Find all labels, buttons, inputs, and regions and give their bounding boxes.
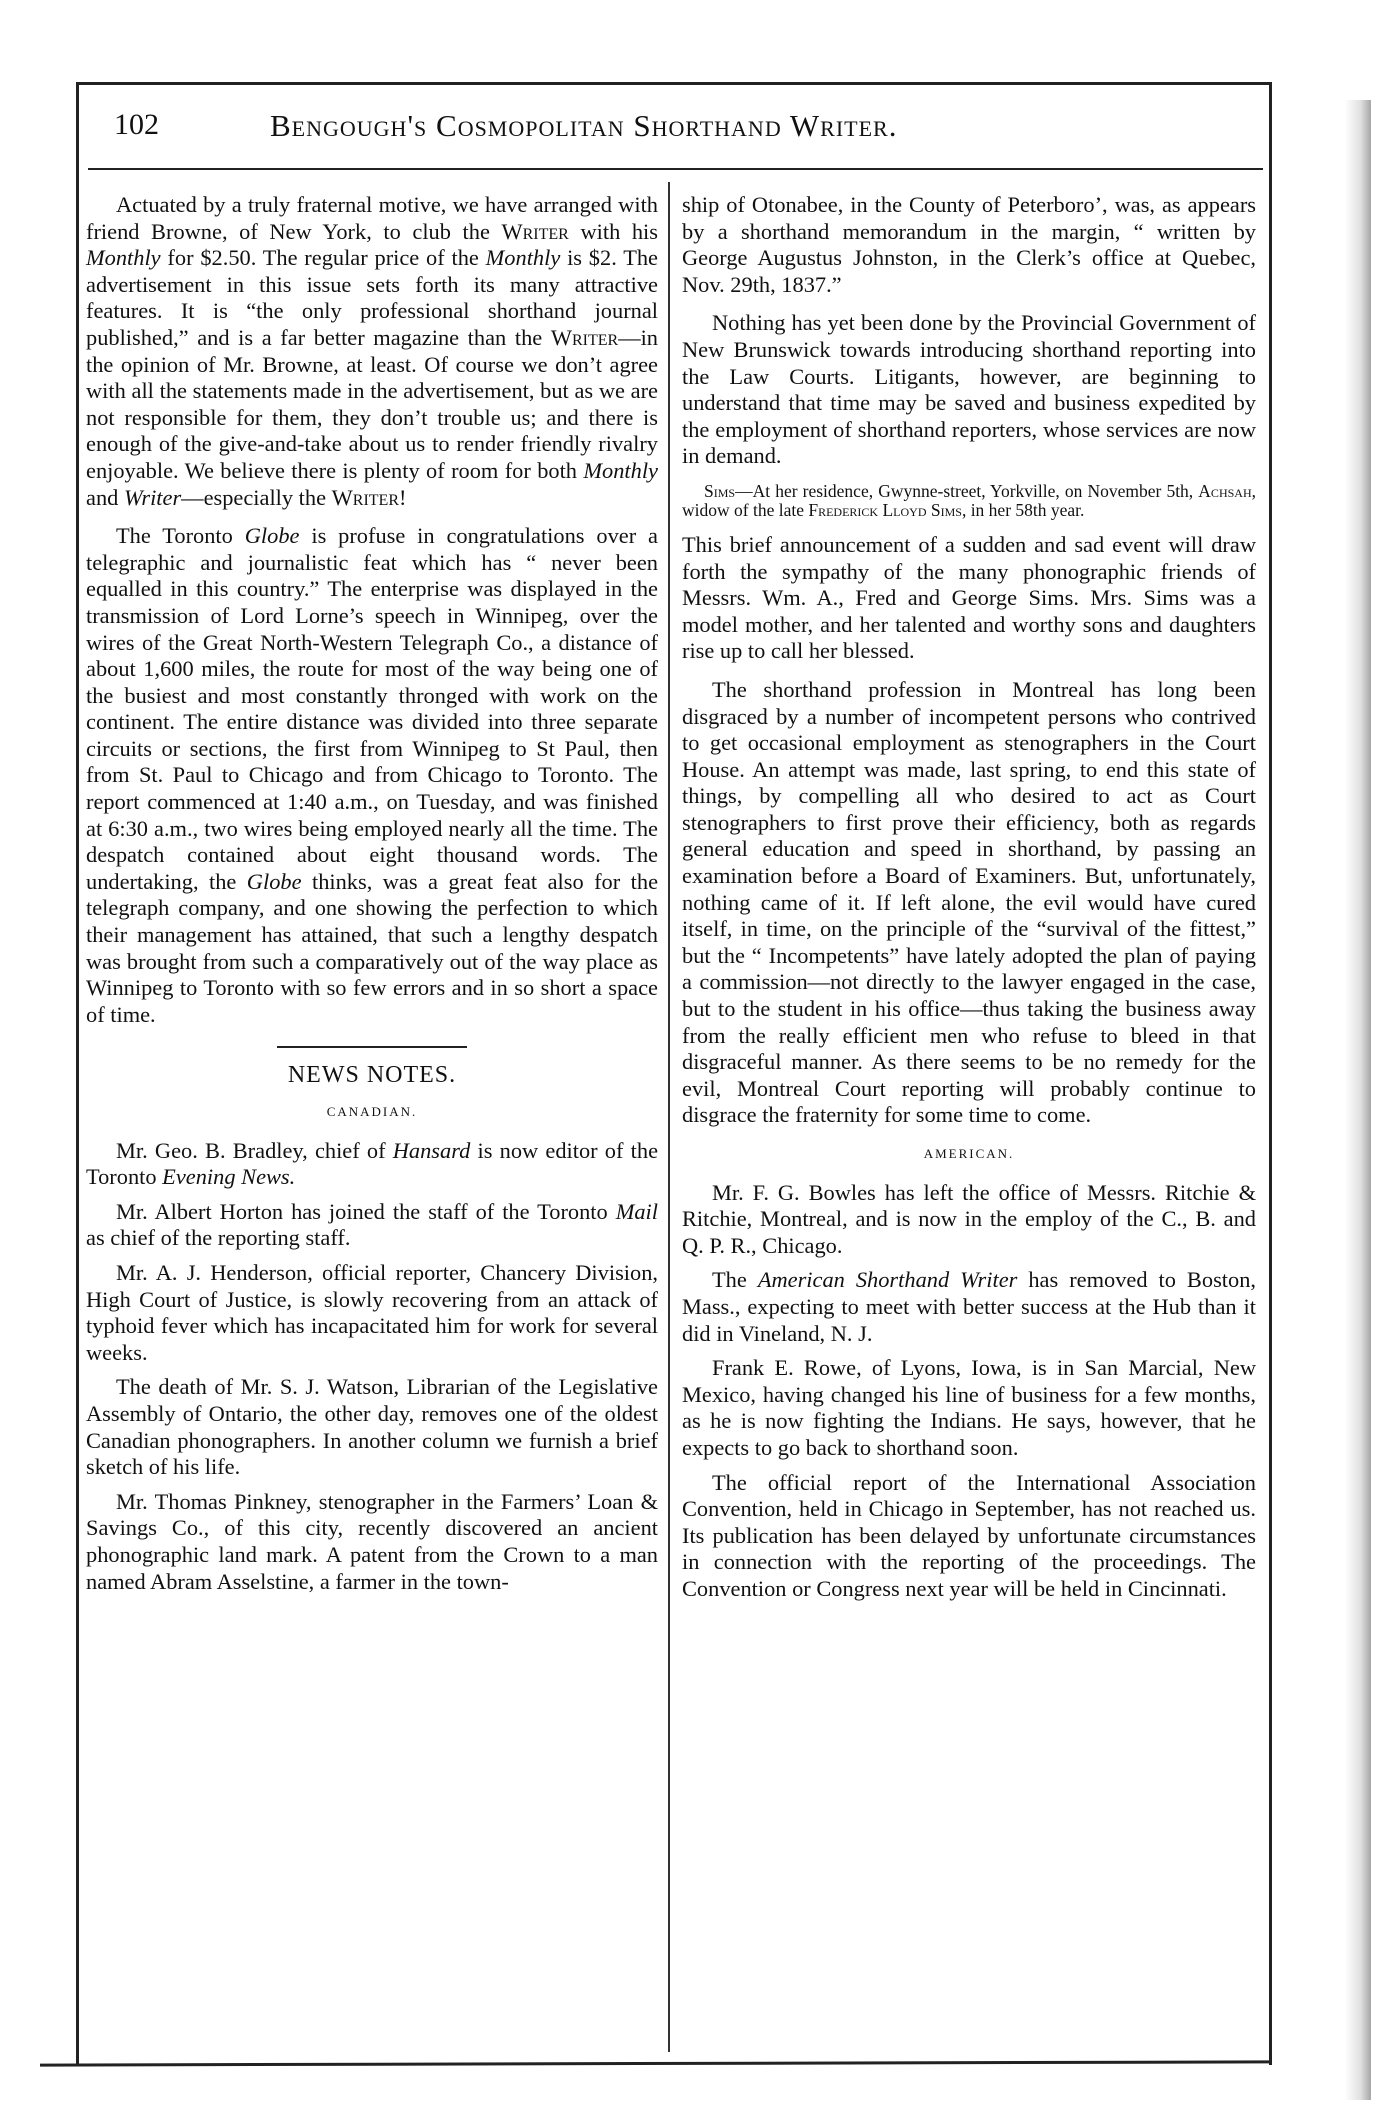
news-notes-heading: NEWS NOTES.	[287, 1062, 457, 1089]
canadian-subheading: CANADIAN.	[326, 1104, 418, 1119]
paragraph-sims-sympathy: This brief announcement of a sudden and sad event will draw forth the sympathy of the many phonographic friends of Messrs. Wm. A., Fred and George Sims. Mrs. Sims was a model mother, and her talented and worthy sons and daughters rise up to call her blessed.	[682, 531, 1256, 664]
paragraph-american-writer: The American Shorthand Writer has removed to Boston, Mass., expecting to meet with better success at the Hub than it did in Vineland, N. J.	[682, 1267, 1256, 1346]
paragraph-watson: The death of Mr. S. J. Watson, Librarian of the Legislative Assembly of Ontario, the other day, removes one of the oldest Canadian phonographers. In another column we furnish a brief sketch of his life.	[86, 1374, 658, 1480]
paragraph-rowe: Frank E. Rowe, of Lyons, Iowa, is in San Marcial, New Mexico, having changed his line of business for a few months, as he is now fighting the Indians. He says, however, that he expects to go back to shorthand soon.	[682, 1355, 1256, 1460]
paragraph-otonabee: ship of Otonabee, in the County of Peterboro’, was, as appears by a shorthand memorandum in the margin, “ written by George Augustus Johnston, in the Clerk’s office at Quebec, Nov. 29th, 1837.”	[682, 192, 1256, 297]
page-number: 102	[114, 108, 159, 141]
paragraph-new-brunswick: Nothing has yet been done by the Provincial Government of New Brunswick towards introducing shorthand reporting into the Law Courts. Litigants, however, are beginning to understand that time may be saved and business expedited by the employment of shorthand reporters, whose services are now in demand.	[682, 310, 1256, 469]
left-column	[86, 192, 658, 1603]
page-header	[100, 104, 1250, 160]
death-notice: Sims—At her residence, Gwynne-street, Yorkville, on November 5th, Achsah, widow of the late Frederick Lloyd Sims, in her 58th year.	[682, 480, 1256, 520]
paragraph-pinkney: Mr. Thomas Pinkney, stenographer in the Farmers’ Loan & Savings Co., of this city, recently discovered an ancient phonographic land mark. A patent from the Crown to a man named Abram Asselstine, a farmer in the town-	[86, 1488, 658, 1594]
running-title: Bengough's Cosmopolitan Shorthand Writer.	[270, 108, 898, 143]
paragraph-horton: Mr. Albert Horton has joined the staff of the Toronto Mail as chief of the reporting staff.	[86, 1198, 658, 1251]
section-divider	[277, 1046, 467, 1048]
paragraph-convention-report: The official report of the International Association Convention, held in Chicago in September, has not reached us. Its publication has been delayed by unfortunate circumstances in connection with the reporting of the proceedings. The Convention or Congress next year will be held in Cincinnati.	[682, 1469, 1256, 1601]
paragraph-montreal: The shorthand profession in Montreal has long been disgraced by a number of incompetent persons who contrived to get occasional employment as stenographers in the Court House. An attempt was made, last spring, to end this state of things, by compelling all who desired to act as Court stenographers to first prove their efficiency, both as regards general education and speed in shorthand, by passing an examination before a Board of Examiners. But, unfortunately, nothing came of it. If left alone, the evil would have cured itself, in time, on the principle of the “survival of the fittest,” but the “ Incompetents” have lately adopted the plan of paying a commission—not directly to the lawyer engaged in the case, but to the student in his office—thus taking the business away from the really efficient men who refuse to bleed in that disgraceful manner. As there seems to be no remedy for the evil, Montreal Court reporting will probably continue to disgrace the fraternity for some time to come.	[682, 676, 1256, 1128]
right-column	[682, 192, 1256, 1611]
paragraph-bowles: Mr. F. G. Bowles has left the office of Messrs. Ritchie & Ritchie, Montreal, and is now in the employ of the C., B. and Q. P. R., Chicago.	[682, 1179, 1256, 1258]
paragraph-club-offer: Actuated by a truly fraternal motive, we have arranged with friend Browne, of New York, to club the Writer with his Monthly for $2.50. The regular price of the Monthly is $2. The advertisement in this issue sets forth its many attractive features. It is “the only professional shorthand journal published,” and is a far better magazine than the Writer—in the opinion of Mr. Browne, at least. Of course we don’t agree with all the statements made in the advertisement, but as we are not responsible for them, they don’t trouble us; and there is enough of the give-and-take about us to render friendly rivalry enjoyable. We believe there is plenty of room for both Monthly and Writer—especially the Writer!	[86, 192, 658, 510]
american-subheading: AMERICAN.	[923, 1146, 1015, 1161]
paragraph-bradley: Mr. Geo. B. Bradley, chief of Hansard is now editor of the Toronto Evening News.	[86, 1137, 659, 1190]
header-rule	[88, 168, 1263, 170]
paragraph-henderson: Mr. A. J. Henderson, official reporter, Chancery Division, High Court of Justice, is slowly recovering from an attack of typhoid fever which has incapacitated him for work for several weeks.	[86, 1259, 658, 1365]
paragraph-globe-telegraph: The Toronto Globe is profuse in congratulations over a telegraphic and journalistic feat which has “ never been equalled in this country.” The enterprise was displayed in the transmission of Lord Lorne’s speech in Winnipeg, over the wires of the Great North-Western Telegraph Co., a distance of about 1,600 miles, the route for most of the way being one of the busiest and most constantly thronged with work on the continent. The entire distance was divided into three separate circuits or sections, the first from Winnipeg to St Paul, then from St. Paul to Chicago and from Chicago to Toronto. The report commenced at 1:40 a.m., on Tuesday, and was finished at 6:30 a.m., two wires being employed nearly all the time. The despatch contained about eight thousand words. The undertaking, the Globe thinks, was a great feat also for the telegraph company, and one showing the perfection to which their management has attained, that such a lengthy despatch was brought from such a comparatively out of the way place as Winnipeg to Toronto with so few errors and in so short a space of time.	[86, 523, 659, 1027]
page-edge-shadow	[1345, 100, 1371, 2100]
column-divider	[668, 182, 670, 2052]
